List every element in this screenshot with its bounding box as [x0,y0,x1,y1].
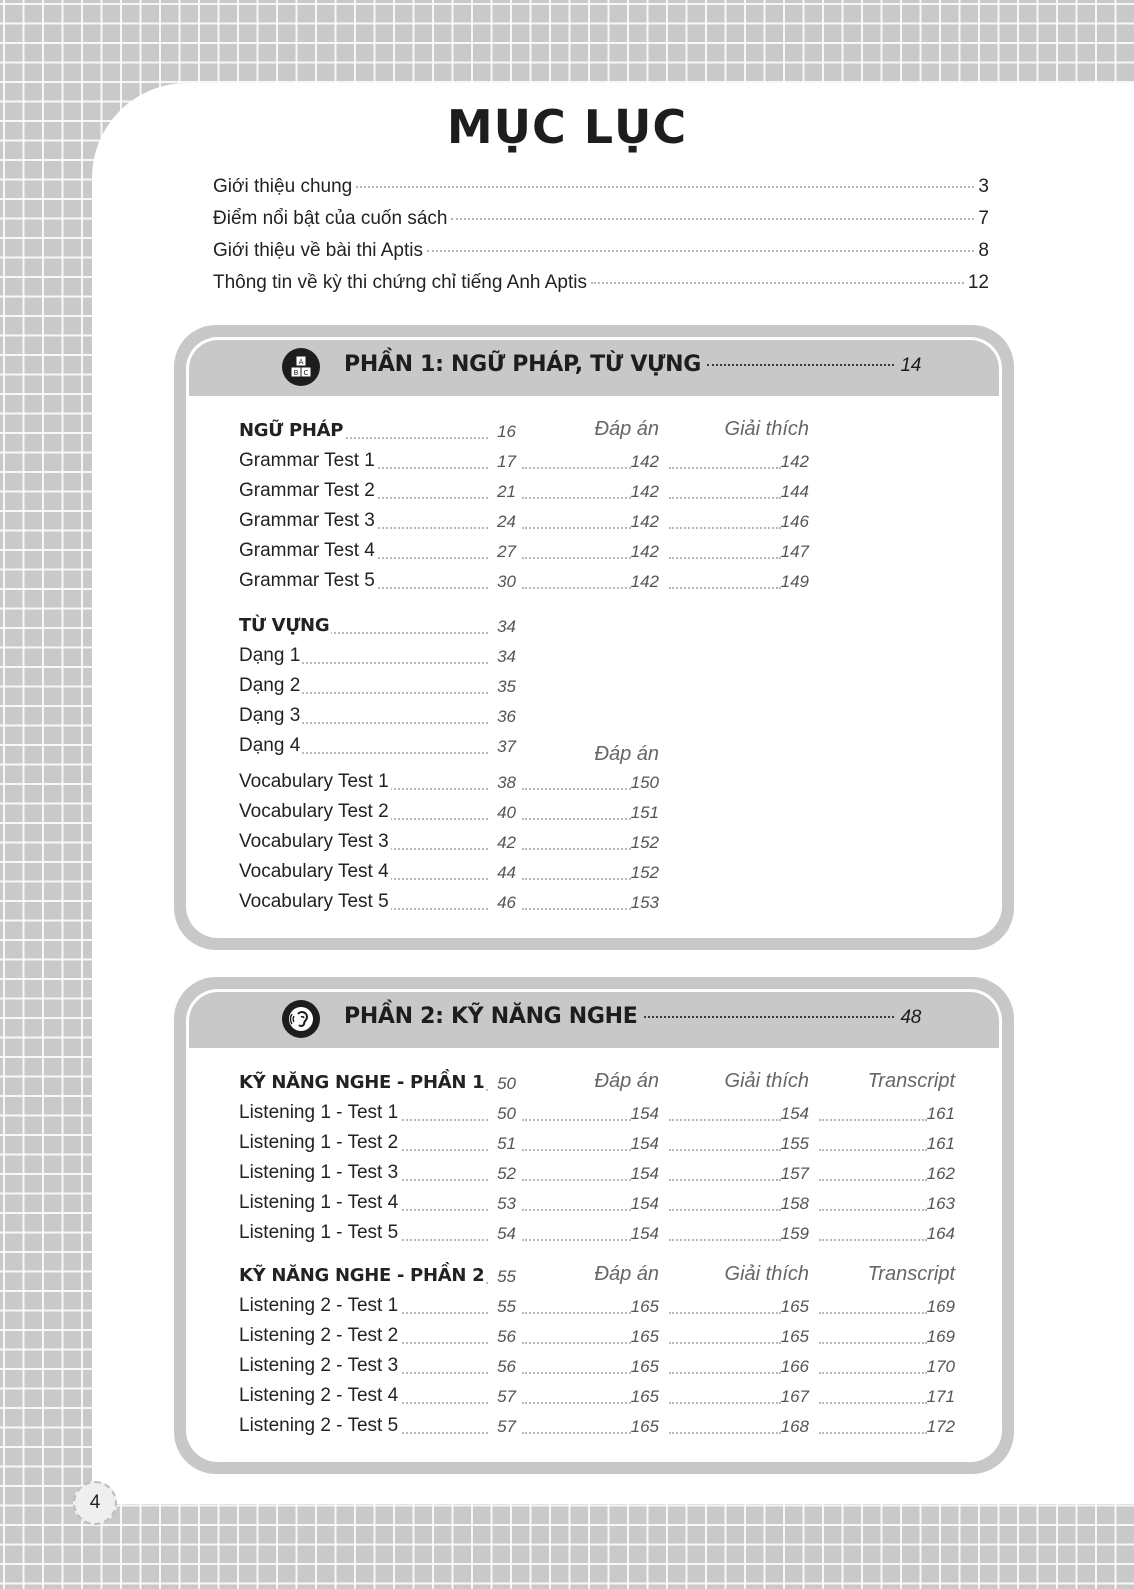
leader-dots [819,1342,927,1344]
page-number-cell: 27 [497,542,516,561]
leader-dots [669,1209,781,1211]
page-number-cell: 34 [497,647,516,666]
toc-row[interactable] [239,510,955,540]
toc-row[interactable] [239,645,955,675]
answer-page-cell: 165 [630,1387,659,1406]
page-number-cell: 57 [497,1417,516,1436]
transcript-page-cell: 170 [926,1357,955,1376]
leader-dots [522,1402,631,1404]
row-label: Vocabulary Test 5 [239,891,389,912]
toc-row[interactable] [239,801,955,831]
transcript-page-cell: 169 [926,1297,955,1316]
page-number-cell: 21 [497,482,516,501]
toc-row[interactable] [239,771,955,801]
explain-column-header: Giải thích [724,1070,809,1092]
leader-dots [522,848,631,850]
answer-page-cell: 150 [630,773,659,792]
toc-entry-label: Giới thiệu chung [213,176,353,197]
part1-box [174,325,1014,950]
leader-dots [644,1016,895,1018]
leader-dots [819,1119,927,1121]
toc-row[interactable] [239,891,955,921]
transcript-page-cell: 164 [926,1224,955,1243]
ear-icon [282,1000,320,1038]
page-number-cell: 50 [497,1104,516,1123]
page-number-cell: 56 [497,1327,516,1346]
leader-dots [669,1239,781,1241]
answer-page-cell: 152 [630,833,659,852]
answer-page-cell: 153 [630,893,659,912]
toc-entry-page: 12 [967,272,989,293]
answer-page-cell: 142 [630,452,659,471]
row-label: Listening 1 - Test 5 [239,1222,399,1243]
page-number-cell: 38 [497,773,516,792]
row-label: Listening 1 - Test 4 [239,1192,399,1213]
answer-column-header: Đáp án [594,1263,659,1285]
toc-row[interactable] [239,1162,955,1192]
leader-dots [819,1372,927,1374]
answer-page-cell: 151 [630,803,659,822]
answer-page-cell: 142 [630,542,659,561]
toc-row[interactable] [239,831,955,861]
toc-row[interactable] [239,1355,955,1385]
leader-dots [819,1179,927,1181]
leader-dots [356,186,974,188]
row-label: Grammar Test 1 [239,450,375,471]
transcript-page-cell: 162 [926,1164,955,1183]
row-label: Listening 2 - Test 2 [239,1325,399,1346]
toc-row[interactable] [239,480,955,510]
answer-column-header: Đáp án [594,418,659,440]
row-label: Listening 2 - Test 1 [239,1295,399,1316]
toc-row[interactable] [239,1192,955,1222]
answer-page-cell: 142 [630,572,659,591]
page-number-cell: 54 [497,1224,516,1243]
toc-entry[interactable] [213,176,989,208]
toc-row[interactable] [239,1295,955,1325]
toc-row[interactable] [239,1385,955,1415]
toc-entry-page: 7 [978,208,989,229]
page-number-cell: 16 [497,422,516,441]
row-label: Dạng 4 [239,735,301,756]
explain-page-cell: 147 [780,542,809,561]
answer-page-cell: 154 [630,1104,659,1123]
page-number-cell: 42 [497,833,516,852]
explain-page-cell: 159 [780,1224,809,1243]
toc-entry-page: 3 [978,176,989,197]
leader-dots [522,1119,631,1121]
toc-entry-page: 8 [978,240,989,261]
page-number-cell: 51 [497,1134,516,1153]
row-label: Grammar Test 4 [239,540,375,561]
transcript-column-header: Transcript [867,1070,955,1092]
explain-page-cell: 157 [780,1164,809,1183]
toc-entry[interactable] [213,208,989,240]
toc-entry-label: Thông tin về kỳ thi chứng chỉ tiếng Anh Aptis [213,272,587,293]
transcript-page-cell: 161 [926,1104,955,1123]
section-heading-label: KỸ NĂNG NGHE - PHẦN 2 [239,1265,485,1286]
intro-toc [213,176,989,304]
page-number-cell: 30 [497,572,516,591]
leader-dots [522,527,631,529]
toc-row[interactable] [239,705,955,735]
row-label: Dạng 3 [239,705,301,726]
toc-row[interactable] [239,540,955,570]
answer-page-cell: 154 [630,1224,659,1243]
answer-column-header: Đáp án [594,743,659,765]
leader-dots [522,587,631,589]
leader-dots [669,1312,781,1314]
toc-entry[interactable] [213,272,989,304]
page-number-cell: 53 [497,1194,516,1213]
leader-dots [669,1149,781,1151]
part1-page: 14 [900,355,921,376]
leader-dots [522,878,631,880]
part2-header[interactable] [189,992,999,1048]
section-heading-label: KỸ NĂNG NGHE - PHẦN 1 [239,1072,485,1093]
leader-dots [819,1209,927,1211]
answer-page-cell: 154 [630,1134,659,1153]
page-number-cell: 55 [497,1267,516,1286]
svg-text:B: B [293,369,299,377]
page-number-cell: 34 [497,617,516,636]
page-number-cell: 57 [497,1387,516,1406]
part2-title: PHẦN 2: KỸ NĂNG NGHE [344,1004,638,1029]
page-number-cell: 56 [497,1357,516,1376]
page-title: MỤC LỤC [446,100,688,154]
part1-body [189,396,999,935]
row-label: Listening 1 - Test 3 [239,1162,399,1183]
leader-dots [669,1119,781,1121]
toc-row[interactable] [239,1325,955,1355]
row-label: Grammar Test 5 [239,570,375,591]
explain-page-cell: 146 [780,512,809,531]
explain-page-cell: 168 [780,1417,809,1436]
transcript-page-cell: 171 [926,1387,955,1406]
svg-text:C: C [303,369,309,377]
row-label: Listening 2 - Test 4 [239,1385,399,1406]
leader-dots [427,250,974,252]
answer-page-cell: 165 [630,1357,659,1376]
explain-page-cell: 154 [780,1104,809,1123]
leader-dots [522,1179,631,1181]
answer-page-cell: 152 [630,863,659,882]
page-number-cell: 55 [497,1297,516,1316]
explain-column-header: Giải thích [724,1263,809,1285]
leader-dots [522,1149,631,1151]
page-number-cell: 44 [497,863,516,882]
vocab-heading-label: TỪ VỰNG [239,615,330,636]
leader-dots [819,1402,927,1404]
vocab-heading[interactable] [239,615,955,645]
row-label: Listening 1 - Test 1 [239,1102,399,1123]
leader-dots [669,1402,781,1404]
answer-page-cell: 154 [630,1164,659,1183]
row-label: Grammar Test 3 [239,510,375,531]
grammar-heading-label: NGỮ PHÁP [239,420,344,441]
row-label: Vocabulary Test 3 [239,831,389,852]
leader-dots [522,788,631,790]
leader-dots [591,282,964,284]
row-label: Grammar Test 2 [239,480,375,501]
row-label: Dạng 1 [239,645,301,666]
row-label: Dạng 2 [239,675,301,696]
abc-blocks-icon [282,348,320,386]
part2-page: 48 [900,1007,921,1028]
row-label: Vocabulary Test 1 [239,771,389,792]
explain-page-cell: 144 [780,482,809,501]
leader-dots [669,1432,781,1434]
leader-dots [522,1342,631,1344]
leader-dots [522,497,631,499]
leader-dots [522,1312,631,1314]
row-label: Vocabulary Test 4 [239,861,389,882]
toc-row[interactable] [239,1132,955,1162]
row-label: Listening 2 - Test 5 [239,1415,399,1436]
toc-row[interactable] [239,570,955,600]
leader-dots [522,1209,631,1211]
toc-row[interactable] [239,675,955,705]
part1-title: PHẦN 1: NGỮ PHÁP, TỪ VỰNG [344,352,701,377]
answer-page-cell: 165 [630,1327,659,1346]
row-label: Listening 1 - Test 2 [239,1132,399,1153]
toc-row[interactable] [239,1102,955,1132]
answer-page-cell: 154 [630,1194,659,1213]
leader-dots [669,497,781,499]
toc-row[interactable] [239,1415,955,1445]
leader-dots [669,557,781,559]
leader-dots [669,1372,781,1374]
page-number-cell: 24 [497,512,516,531]
answer-column-header: Đáp án [594,1070,659,1092]
part2-body [189,1048,999,1459]
leader-dots [669,587,781,589]
explain-column-header: Giải thích [724,418,809,440]
row-label: Listening 2 - Test 3 [239,1355,399,1376]
row-label: Vocabulary Test 2 [239,801,389,822]
leader-dots [522,557,631,559]
leader-dots [819,1312,927,1314]
answer-page-cell: 142 [630,512,659,531]
explain-page-cell: 167 [780,1387,809,1406]
toc-entry-label: Điểm nổi bật của cuốn sách [213,208,448,229]
leader-dots [819,1149,927,1151]
leader-dots [522,818,631,820]
part1-header[interactable] [189,340,999,396]
transcript-page-cell: 163 [926,1194,955,1213]
answer-page-cell: 142 [630,482,659,501]
page-number-cell: 17 [497,452,516,471]
page-number-cell: 37 [497,737,516,756]
explain-page-cell: 165 [780,1297,809,1316]
toc-row[interactable] [239,450,955,480]
page-number-cell: 35 [497,677,516,696]
leader-dots [707,364,894,366]
transcript-page-cell: 169 [926,1327,955,1346]
transcript-page-cell: 172 [926,1417,955,1436]
leader-dots [522,467,631,469]
page-number-cell: 46 [497,893,516,912]
page-number-cell: 50 [497,1074,516,1093]
page-number-cell: 52 [497,1164,516,1183]
page-number: 4 [73,1481,117,1525]
leader-dots [522,908,631,910]
toc-entry-label: Giới thiệu về bài thi Aptis [213,240,423,261]
explain-page-cell: 155 [780,1134,809,1153]
answer-page-cell: 165 [630,1417,659,1436]
part2-box [174,977,1014,1474]
leader-dots [669,467,781,469]
svg-text:A: A [298,358,304,366]
answer-page-cell: 165 [630,1297,659,1316]
page-number-cell: 40 [497,803,516,822]
explain-page-cell: 166 [780,1357,809,1376]
explain-page-cell: 149 [780,572,809,591]
transcript-page-cell: 161 [926,1134,955,1153]
leader-dots [522,1239,631,1241]
leader-dots [669,1179,781,1181]
leader-dots [819,1432,927,1434]
leader-dots [522,1432,631,1434]
toc-row[interactable] [239,1222,955,1252]
leader-dots [819,1239,927,1241]
leader-dots [669,527,781,529]
leader-dots [522,1372,631,1374]
leader-dots [451,218,974,220]
leader-dots [669,1342,781,1344]
toc-entry[interactable] [213,240,989,272]
page-number-cell: 36 [497,707,516,726]
transcript-column-header: Transcript [867,1263,955,1285]
explain-page-cell: 142 [780,452,809,471]
explain-page-cell: 158 [780,1194,809,1213]
explain-page-cell: 165 [780,1327,809,1346]
toc-row[interactable] [239,861,955,891]
